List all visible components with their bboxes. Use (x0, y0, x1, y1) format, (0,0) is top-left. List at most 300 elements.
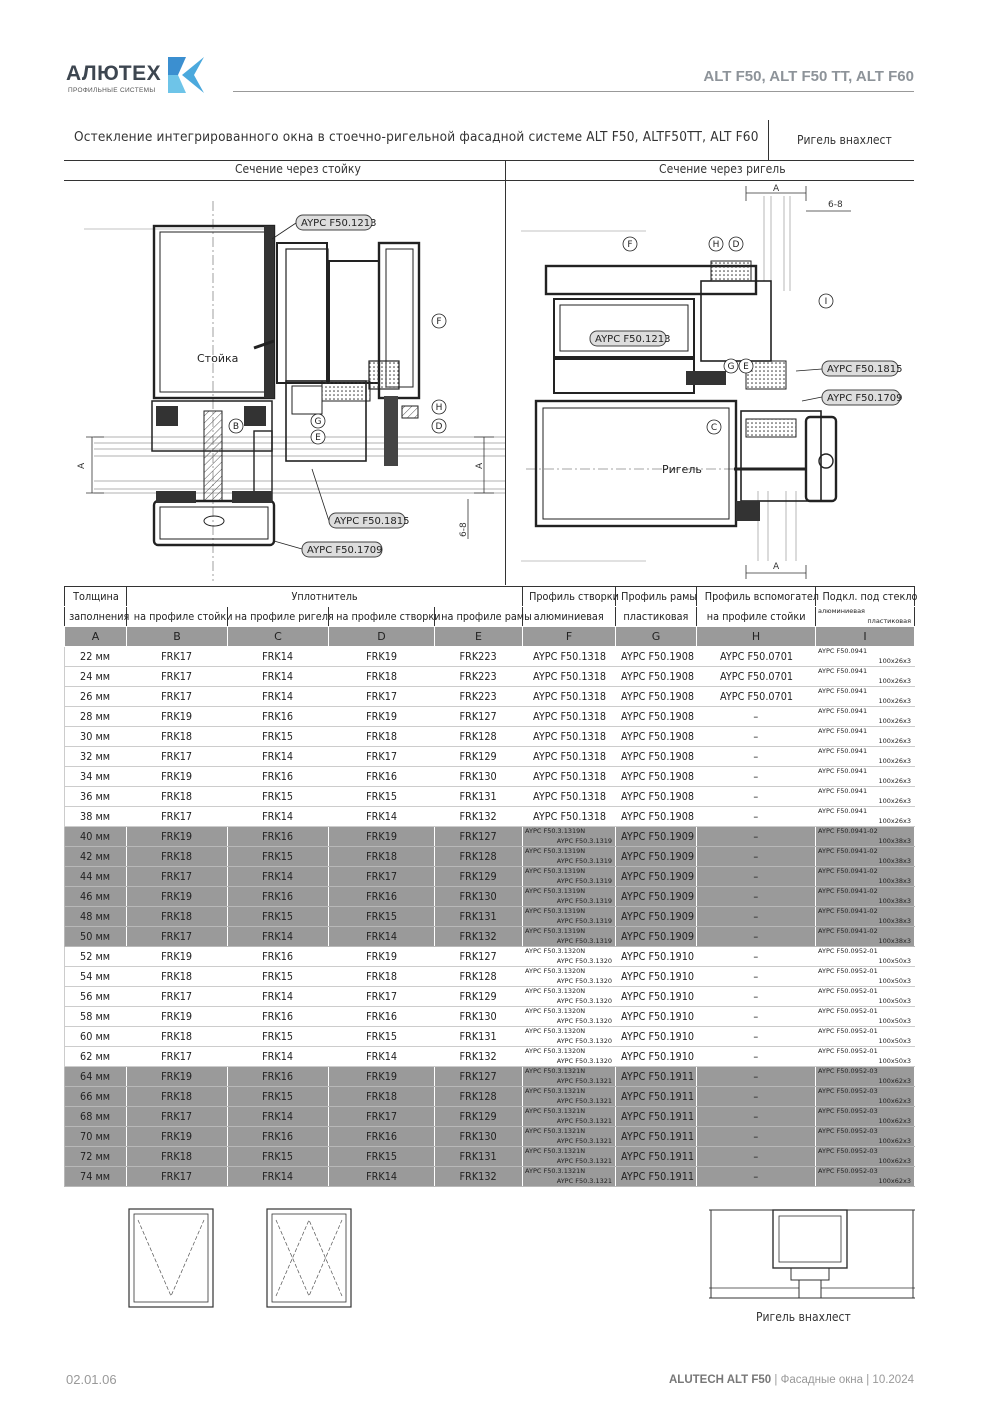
table-row (65, 1167, 915, 1187)
cell-seal-mullion: FRK19 (127, 827, 228, 847)
cell-seal-transom: FRK14 (228, 687, 329, 707)
cell-sash-profile: AYPC F50.3.1320N AYPC F50.3.1320 (523, 1007, 616, 1027)
cell-sash-profile: AYPC F50.3.1321N AYPC F50.3.1321 (523, 1147, 616, 1167)
th-sash-profile: Профиль створки (523, 587, 616, 607)
cell-sash-profile: AYPC F50.3.1320N AYPC F50.3.1320 (523, 1047, 616, 1067)
callout-1815-right: AYPC F50.1815 (827, 364, 903, 375)
cell-seal-sash: FRK18 (329, 967, 435, 987)
th-seal: Уплотнитель (127, 587, 523, 607)
cell-frame-profile: AYPC F50.1908 (616, 707, 697, 727)
cell-seal-transom: FRK16 (228, 947, 329, 967)
cell-frame-profile: AYPC F50.1911 (616, 1147, 697, 1167)
cell-seal-transom: FRK16 (228, 827, 329, 847)
cell-seal-frame: FRK130 (435, 1007, 523, 1027)
cell-aux-profile: AYPC F50.0701 (697, 667, 816, 687)
th2-i: алюминиевая пластиковая (816, 607, 915, 627)
cell-frame-profile: AYPC F50.1911 (616, 1107, 697, 1127)
cell-frame-profile: AYPC F50.1910 (616, 967, 697, 987)
marker-c-right: C (710, 423, 718, 433)
cell-aux-profile: – (697, 827, 816, 847)
cell-seal-mullion: FRK19 (127, 947, 228, 967)
cell-thickness: 68 мм (65, 1107, 127, 1127)
title-variant: Ригель внахлест (797, 133, 892, 147)
col-letter-e: E (435, 627, 523, 647)
cell-seal-sash: FRK14 (329, 807, 435, 827)
cell-seal-frame: FRK131 (435, 1027, 523, 1047)
overlap-transom-caption: Ригель внахлест (756, 1310, 851, 1324)
cell-seal-sash: FRK16 (329, 1007, 435, 1027)
cell-thickness: 28 мм (65, 707, 127, 727)
table-row (65, 667, 915, 687)
callout-1815: AYPC F50.1815 (334, 516, 410, 527)
marker-f: F (436, 317, 442, 327)
cell-frame-profile: AYPC F50.1911 (616, 1127, 697, 1147)
cell-seal-sash: FRK14 (329, 927, 435, 947)
cell-seal-frame: FRK130 (435, 1127, 523, 1147)
cell-aux-profile: – (697, 707, 816, 727)
cell-thickness: 60 мм (65, 1027, 127, 1047)
header-divider (233, 91, 914, 92)
table-row (65, 1127, 915, 1147)
cell-thickness: 70 мм (65, 1127, 127, 1147)
cell-aux-profile: – (697, 867, 816, 887)
cell-sash-profile: AYPC F50.3.1319N AYPC F50.3.1319 (523, 927, 616, 947)
marker-h: H (435, 403, 443, 413)
cell-seal-sash: FRK19 (329, 707, 435, 727)
cell-glass-pad: AYPC F50.0952-01 100x50x3 (816, 967, 915, 987)
cell-sash-profile: AYPC F50.1318 (523, 707, 616, 727)
th2-f: алюминиевая (523, 607, 616, 627)
cell-seal-sash: FRK18 (329, 847, 435, 867)
cell-seal-frame: FRK223 (435, 667, 523, 687)
logo-subtitle: ПРОФИЛЬНЫЕ СИСТЕМЫ (68, 87, 156, 94)
cell-sash-profile: AYPC F50.3.1321N AYPC F50.3.1321 (523, 1127, 616, 1147)
table-row (65, 707, 915, 727)
cell-glass-pad: AYPC F50.0952-03 100x62x3 (816, 1067, 915, 1087)
window-scheme-tilt (128, 1208, 214, 1308)
marker-g: G (314, 417, 322, 427)
cell-aux-profile: – (697, 927, 816, 947)
cell-seal-mullion: FRK19 (127, 1067, 228, 1087)
cell-sash-profile: AYPC F50.1318 (523, 747, 616, 767)
section-label-mullion: Сечение через стойку (234, 162, 361, 176)
cell-sash-profile: AYPC F50.1318 (523, 687, 616, 707)
cell-seal-mullion: FRK18 (127, 1147, 228, 1167)
cell-seal-transom: FRK14 (228, 927, 329, 947)
cell-seal-frame: FRK132 (435, 807, 523, 827)
col-letter-f: F (523, 627, 616, 647)
cell-frame-profile: AYPC F50.1909 (616, 927, 697, 947)
col-letter-c: C (228, 627, 329, 647)
cell-seal-transom: FRK14 (228, 987, 329, 1007)
cell-seal-frame: FRK127 (435, 1067, 523, 1087)
table-row (65, 927, 915, 947)
cell-frame-profile: AYPC F50.1909 (616, 907, 697, 927)
cell-sash-profile: AYPC F50.1318 (523, 667, 616, 687)
cell-seal-sash: FRK19 (329, 947, 435, 967)
cell-frame-profile: AYPC F50.1908 (616, 807, 697, 827)
cell-glass-pad: AYPC F50.0941 100x26x3 (816, 687, 915, 707)
cell-seal-sash: FRK16 (329, 767, 435, 787)
marker-d: D (435, 422, 443, 432)
table-row (65, 987, 915, 1007)
cell-seal-sash: FRK19 (329, 827, 435, 847)
cell-seal-transom: FRK15 (228, 847, 329, 867)
logo-icon (166, 55, 206, 95)
cell-seal-frame: FRK127 (435, 707, 523, 727)
cell-seal-mullion: FRK18 (127, 847, 228, 867)
cell-thickness: 56 мм (65, 987, 127, 1007)
cell-seal-sash: FRK18 (329, 667, 435, 687)
cell-glass-pad: AYPC F50.0952-03 100x62x3 (816, 1107, 915, 1127)
cell-seal-sash: FRK14 (329, 1167, 435, 1187)
cell-seal-transom: FRK15 (228, 787, 329, 807)
cell-glass-pad: AYPC F50.0941 100x26x3 (816, 747, 915, 767)
table-row (65, 907, 915, 927)
th2-b: на профиле стойки (127, 607, 228, 627)
cell-seal-transom: FRK15 (228, 727, 329, 747)
cell-seal-mullion: FRK17 (127, 647, 228, 667)
cell-seal-sash: FRK18 (329, 1087, 435, 1107)
col-letter-d: D (329, 627, 435, 647)
title-divider (768, 120, 769, 160)
cell-thickness: 66 мм (65, 1087, 127, 1107)
cell-seal-mullion: FRK17 (127, 927, 228, 947)
cell-frame-profile: AYPC F50.1908 (616, 647, 697, 667)
mullion-label: Стойка (197, 352, 239, 365)
cell-thickness: 24 мм (65, 667, 127, 687)
cell-thickness: 26 мм (65, 687, 127, 707)
cell-seal-frame: FRK130 (435, 887, 523, 907)
cell-sash-profile: AYPC F50.1318 (523, 727, 616, 747)
footer-sep-2: | (866, 1374, 870, 1386)
cell-glass-pad: AYPC F50.0941-02 100x38x3 (816, 867, 915, 887)
cell-seal-frame: FRK131 (435, 907, 523, 927)
cell-aux-profile: – (697, 1047, 816, 1067)
cell-seal-sash: FRK14 (329, 1047, 435, 1067)
cell-seal-transom: FRK14 (228, 647, 329, 667)
dim-a-top-label: A (773, 184, 780, 194)
cell-seal-transom: FRK16 (228, 1067, 329, 1087)
cell-aux-profile: – (697, 987, 816, 1007)
cell-glass-pad: AYPC F50.0952-01 100x50x3 (816, 987, 915, 1007)
cell-frame-profile: AYPC F50.1909 (616, 827, 697, 847)
table-row (65, 787, 915, 807)
mullion-section-drawing (64, 181, 505, 585)
cell-glass-pad: AYPC F50.0952-01 100x50x3 (816, 947, 915, 967)
col-letter-h: H (697, 627, 816, 647)
cell-aux-profile: AYPC F50.0701 (697, 687, 816, 707)
cell-seal-mullion: FRK18 (127, 967, 228, 987)
th-aux-profile: Профиль вспомогател (697, 587, 816, 607)
table-row (65, 847, 915, 867)
callout-1709: AYPC F50.1709 (307, 545, 383, 556)
cell-seal-mullion: FRK17 (127, 867, 228, 887)
table-row (65, 887, 915, 907)
cell-seal-sash: FRK17 (329, 867, 435, 887)
cell-sash-profile: AYPC F50.3.1320N AYPC F50.3.1320 (523, 947, 616, 967)
th2-d: на профиле створки (329, 607, 435, 627)
cell-aux-profile: – (697, 767, 816, 787)
footer-info (669, 1374, 914, 1386)
table-row (65, 727, 915, 747)
cell-seal-frame: FRK131 (435, 1147, 523, 1167)
cell-seal-mullion: FRK17 (127, 687, 228, 707)
cell-seal-sash: FRK15 (329, 1147, 435, 1167)
cell-glass-pad: AYPC F50.0941 100x26x3 (816, 767, 915, 787)
cell-seal-sash: FRK19 (329, 1067, 435, 1087)
marker-e-right: E (743, 362, 749, 372)
page-code: 02.01.06 (66, 1372, 117, 1387)
cell-frame-profile: AYPC F50.1908 (616, 747, 697, 767)
table-row (65, 947, 915, 967)
cell-seal-transom: FRK15 (228, 1087, 329, 1107)
cell-aux-profile: – (697, 887, 816, 907)
col-letter-b: B (127, 627, 228, 647)
cell-aux-profile: – (697, 1107, 816, 1127)
cell-thickness: 74 мм (65, 1167, 127, 1187)
cell-glass-pad: AYPC F50.0952-03 100x62x3 (816, 1087, 915, 1107)
th2-thickness: заполнения (65, 607, 127, 627)
cell-seal-frame: FRK132 (435, 1167, 523, 1187)
cell-frame-profile: AYPC F50.1910 (616, 1027, 697, 1047)
cell-thickness: 48 мм (65, 907, 127, 927)
table-row (65, 807, 915, 827)
cell-seal-mullion: FRK19 (127, 707, 228, 727)
transom-label: Ригель (662, 463, 702, 476)
cell-glass-pad: AYPC F50.0941-02 100x38x3 (816, 927, 915, 947)
table-row (65, 1067, 915, 1087)
cell-seal-transom: FRK14 (228, 807, 329, 827)
cell-sash-profile: AYPC F50.3.1319N AYPC F50.3.1319 (523, 887, 616, 907)
logo-text: АЛЮТЕХ (66, 62, 162, 85)
cell-aux-profile: – (697, 847, 816, 867)
col-letter-i: I (816, 627, 915, 647)
th2-e: на профиле рамы (435, 607, 523, 627)
table-row (65, 1007, 915, 1027)
cell-aux-profile: – (697, 1007, 816, 1027)
cell-sash-profile: AYPC F50.3.1321N AYPC F50.3.1321 (523, 1087, 616, 1107)
cell-seal-mullion: FRK18 (127, 727, 228, 747)
table-row (65, 967, 915, 987)
cell-thickness: 22 мм (65, 647, 127, 667)
cell-seal-sash: FRK15 (329, 907, 435, 927)
cell-glass-pad: AYPC F50.0952-03 100x62x3 (816, 1167, 915, 1187)
th2-h: на профиле стойки (697, 607, 816, 627)
cell-glass-pad: AYPC F50.0941 100x26x3 (816, 807, 915, 827)
cell-aux-profile: – (697, 1127, 816, 1147)
cell-seal-transom: FRK14 (228, 747, 329, 767)
col-letter-a: A (65, 627, 127, 647)
cell-seal-mullion: FRK19 (127, 887, 228, 907)
cell-seal-mullion: FRK17 (127, 807, 228, 827)
overlap-transom-scheme (709, 1208, 915, 1304)
cell-seal-transom: FRK15 (228, 1027, 329, 1047)
table-row (65, 1047, 915, 1067)
cell-seal-mullion: FRK17 (127, 667, 228, 687)
cell-frame-profile: AYPC F50.1909 (616, 867, 697, 887)
cell-seal-mullion: FRK17 (127, 1167, 228, 1187)
cell-seal-transom: FRK16 (228, 707, 329, 727)
cell-sash-profile: AYPC F50.3.1319N AYPC F50.3.1319 (523, 867, 616, 887)
marker-e: E (315, 433, 321, 443)
cell-seal-sash: FRK19 (329, 647, 435, 667)
cell-seal-transom: FRK14 (228, 1167, 329, 1187)
cell-sash-profile: AYPC F50.3.1320N AYPC F50.3.1320 (523, 987, 616, 1007)
th2-c: на профиле ригеля (228, 607, 329, 627)
dim-6-8-label: 6-8 (459, 522, 469, 537)
cell-glass-pad: AYPC F50.0941 100x26x3 (816, 707, 915, 727)
cell-seal-sash: FRK17 (329, 687, 435, 707)
cell-seal-frame: FRK132 (435, 1047, 523, 1067)
cell-thickness: 42 мм (65, 847, 127, 867)
table-row (65, 827, 915, 847)
cell-seal-frame: FRK128 (435, 967, 523, 987)
cell-seal-transom: FRK15 (228, 967, 329, 987)
cell-thickness: 52 мм (65, 947, 127, 967)
cell-seal-frame: FRK130 (435, 767, 523, 787)
cell-frame-profile: AYPC F50.1911 (616, 1087, 697, 1107)
cell-glass-pad: AYPC F50.0952-01 100x50x3 (816, 1027, 915, 1047)
footer-date: 10.2024 (872, 1374, 914, 1386)
cell-seal-transom: FRK16 (228, 887, 329, 907)
marker-h-right: H (712, 240, 720, 250)
marker-i-right: I (824, 297, 828, 307)
cell-glass-pad: AYPC F50.0941 100x26x3 (816, 727, 915, 747)
cell-aux-profile: – (697, 1087, 816, 1107)
table-row (65, 767, 915, 787)
cell-aux-profile: – (697, 787, 816, 807)
footer-brand: ALUTECH ALT F50 (668, 1374, 772, 1386)
cell-seal-sash: FRK15 (329, 1027, 435, 1047)
window-scheme-tilt-turn (266, 1208, 352, 1308)
cell-seal-sash: FRK16 (329, 1127, 435, 1147)
cell-seal-sash: FRK17 (329, 1107, 435, 1127)
cell-glass-pad: AYPC F50.0941-02 100x38x3 (816, 887, 915, 907)
cell-glass-pad: AYPC F50.0941 100x26x3 (816, 667, 915, 687)
table-row (65, 647, 915, 667)
table-header-row-1 (65, 587, 915, 607)
th-frame-profile: Профиль рамы (616, 587, 697, 607)
cell-sash-profile: AYPC F50.1318 (523, 787, 616, 807)
cell-thickness: 36 мм (65, 787, 127, 807)
cell-sash-profile: AYPC F50.3.1321N AYPC F50.3.1321 (523, 1067, 616, 1087)
cell-aux-profile: – (697, 747, 816, 767)
cell-seal-mullion: FRK17 (127, 987, 228, 1007)
cell-thickness: 34 мм (65, 767, 127, 787)
cell-glass-pad: AYPC F50.0941-02 100x38x3 (816, 827, 915, 847)
cell-frame-profile: AYPC F50.1908 (616, 727, 697, 747)
cell-frame-profile: AYPC F50.1910 (616, 947, 697, 967)
cell-aux-profile: – (697, 1167, 816, 1187)
cell-seal-sash: FRK17 (329, 747, 435, 767)
cell-seal-mullion: FRK18 (127, 1087, 228, 1107)
cell-seal-frame: FRK129 (435, 987, 523, 1007)
cell-aux-profile: – (697, 1147, 816, 1167)
cell-aux-profile: – (697, 1067, 816, 1087)
dim-a-bottom-label: A (773, 562, 780, 572)
cell-frame-profile: AYPC F50.1908 (616, 767, 697, 787)
cell-seal-frame: FRK129 (435, 747, 523, 767)
cell-seal-frame: FRK129 (435, 1107, 523, 1127)
callout-1213: AYPC F50.1213 (301, 218, 377, 229)
cell-glass-pad: AYPC F50.0941-02 100x38x3 (816, 847, 915, 867)
table-row (65, 1027, 915, 1047)
cell-sash-profile: AYPC F50.3.1320N AYPC F50.3.1320 (523, 1027, 616, 1047)
callout-1213-right: AYPC F50.1213 (595, 334, 671, 345)
table-row (65, 687, 915, 707)
marker-b: B (232, 422, 240, 432)
cell-aux-profile: – (697, 907, 816, 927)
cell-thickness: 50 мм (65, 927, 127, 947)
spec-table (64, 586, 918, 1187)
cell-glass-pad: AYPC F50.0952-03 100x62x3 (816, 1127, 915, 1147)
cell-seal-frame: FRK128 (435, 1087, 523, 1107)
cell-seal-frame: FRK128 (435, 847, 523, 867)
cell-thickness: 54 мм (65, 967, 127, 987)
cell-aux-profile: – (697, 807, 816, 827)
footer-sep-1: | (774, 1374, 778, 1386)
cell-seal-transom: FRK14 (228, 667, 329, 687)
cell-frame-profile: AYPC F50.1910 (616, 1007, 697, 1027)
cell-thickness: 40 мм (65, 827, 127, 847)
cell-aux-profile: – (697, 967, 816, 987)
table-row (65, 747, 915, 767)
cell-glass-pad: AYPC F50.0952-01 100x50x3 (816, 1047, 915, 1067)
series-title: ALT F50, ALT F50 TT, ALT F60 (703, 68, 914, 85)
cell-sash-profile: AYPC F50.1318 (523, 767, 616, 787)
table-row (65, 1087, 915, 1107)
cell-thickness: 44 мм (65, 867, 127, 887)
dim-6-8-label-right: 6-8 (828, 200, 843, 210)
cell-thickness: 62 мм (65, 1047, 127, 1067)
cell-thickness: 30 мм (65, 727, 127, 747)
cell-seal-transom: FRK16 (228, 1007, 329, 1027)
dim-a2-label: A (475, 462, 485, 469)
table-row (65, 867, 915, 887)
cell-glass-pad: AYPC F50.0952-01 100x50x3 (816, 1007, 915, 1027)
cell-sash-profile: AYPC F50.3.1321N AYPC F50.3.1321 (523, 1167, 616, 1187)
cell-seal-frame: FRK127 (435, 827, 523, 847)
cell-sash-profile: AYPC F50.3.1320N AYPC F50.3.1320 (523, 967, 616, 987)
th-glass-pad: Подкл. под стекло (816, 587, 915, 607)
cell-seal-transom: FRK14 (228, 867, 329, 887)
cell-seal-frame: FRK132 (435, 927, 523, 947)
cell-sash-profile: AYPC F50.1318 (523, 807, 616, 827)
dim-a-label: A (77, 462, 87, 469)
cell-frame-profile: AYPC F50.1909 (616, 887, 697, 907)
callout-1709-right: AYPC F50.1709 (827, 393, 903, 404)
cell-thickness: 46 мм (65, 887, 127, 907)
table-header-row-2 (65, 607, 915, 627)
cell-seal-mullion: FRK19 (127, 767, 228, 787)
th-thickness: Толщина (65, 587, 127, 607)
col-letter-g: G (616, 627, 697, 647)
cell-frame-profile: AYPC F50.1908 (616, 667, 697, 687)
table-row (65, 1147, 915, 1167)
cell-seal-frame: FRK128 (435, 727, 523, 747)
cell-sash-profile: AYPC F50.3.1321N AYPC F50.3.1321 (523, 1107, 616, 1127)
cell-thickness: 58 мм (65, 1007, 127, 1027)
cell-sash-profile: AYPC F50.3.1319N AYPC F50.3.1319 (523, 827, 616, 847)
cell-seal-mullion: FRK17 (127, 1047, 228, 1067)
section-label-transom: Сечение через ригель (659, 162, 786, 176)
cell-seal-transom: FRK16 (228, 767, 329, 787)
cell-frame-profile: AYPC F50.1911 (616, 1167, 697, 1187)
cell-seal-frame: FRK129 (435, 867, 523, 887)
cell-thickness: 38 мм (65, 807, 127, 827)
cell-seal-mullion: FRK17 (127, 1107, 228, 1127)
